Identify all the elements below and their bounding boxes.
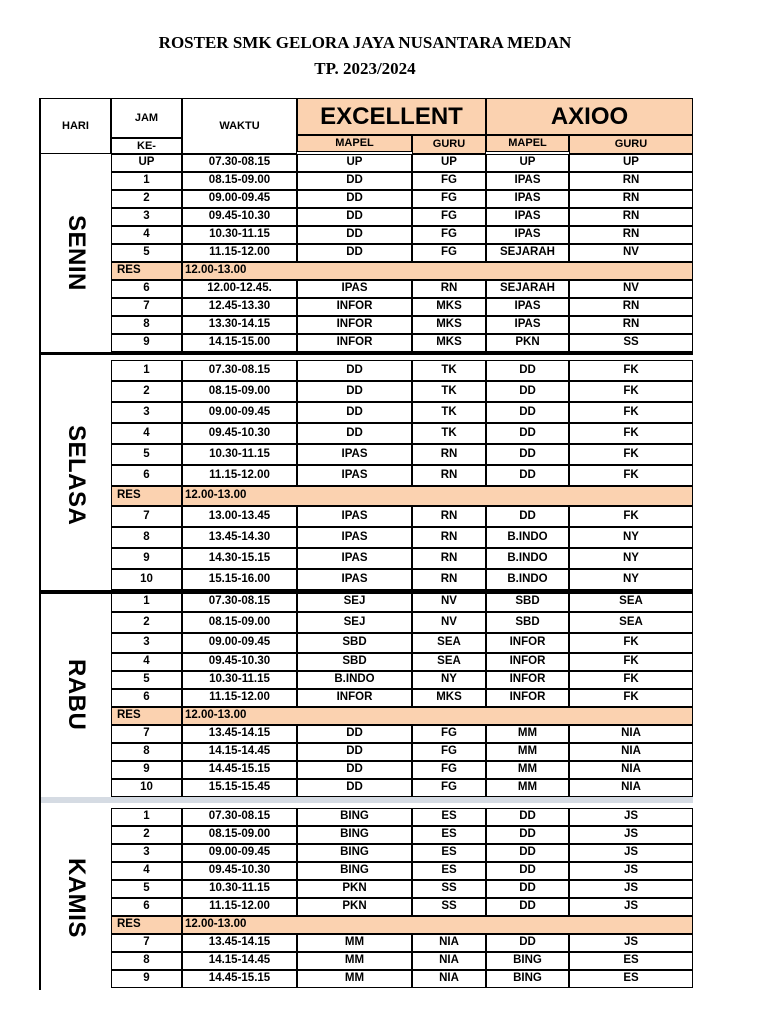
guru-excellent-cell: RN <box>412 569 486 590</box>
waktu-cell: 13.45-14.15 <box>182 934 297 952</box>
guru-excellent-cell: FG <box>412 743 486 761</box>
mapel-axioo-cell: DD <box>486 360 569 381</box>
header-mapel-axioo: MAPEL <box>486 135 569 152</box>
mapel-excellent-cell: MM <box>297 952 412 970</box>
waktu-cell: 10.30-11.15 <box>182 444 297 465</box>
guru-axioo-cell: JS <box>569 880 693 898</box>
jam-ke-cell: 5 <box>111 444 182 465</box>
break-label: RES <box>111 916 182 934</box>
mapel-axioo-cell: MM <box>486 743 569 761</box>
jam-ke-cell: 6 <box>111 465 182 486</box>
jam-ke-cell: 6 <box>111 280 182 298</box>
mapel-excellent-cell: PKN <box>297 880 412 898</box>
mapel-axioo-cell: DD <box>486 402 569 423</box>
jam-ke-cell: 1 <box>111 360 182 381</box>
mapel-excellent-cell: IPAS <box>297 444 412 465</box>
guru-excellent-cell: RN <box>412 506 486 527</box>
waktu-cell: 07.30-08.15 <box>182 154 297 172</box>
waktu-cell: 12.00-12.45. <box>182 280 297 298</box>
mapel-axioo-cell: MM <box>486 761 569 779</box>
waktu-cell: 14.45-15.15 <box>182 970 297 988</box>
header-waktu: WAKTU <box>182 98 297 154</box>
mapel-excellent-cell: INFOR <box>297 689 412 707</box>
mapel-excellent-cell: BING <box>297 826 412 844</box>
guru-excellent-cell: FG <box>412 779 486 797</box>
guru-axioo-cell: NV <box>569 280 693 298</box>
waktu-cell: 12.45-13.30 <box>182 298 297 316</box>
waktu-cell: 10.30-11.15 <box>182 880 297 898</box>
guru-excellent-cell: FG <box>412 226 486 244</box>
mapel-axioo-cell: DD <box>486 826 569 844</box>
mapel-excellent-cell: DD <box>297 172 412 190</box>
guru-axioo-cell: NIA <box>569 779 693 797</box>
guru-excellent-cell: TK <box>412 360 486 381</box>
mapel-axioo-cell: SEJARAH <box>486 244 569 262</box>
jam-ke-cell: 7 <box>111 934 182 952</box>
mapel-excellent-cell: DD <box>297 423 412 444</box>
header-guru-axioo: GURU <box>569 135 693 154</box>
document-subtitle: TP. 2023/2024 <box>314 59 416 78</box>
waktu-cell: 09.45-10.30 <box>182 862 297 880</box>
mapel-axioo-cell: INFOR <box>486 689 569 707</box>
mapel-axioo-cell: B.INDO <box>486 548 569 569</box>
mapel-axioo-cell: DD <box>486 880 569 898</box>
jam-ke-cell: 9 <box>111 970 182 988</box>
guru-axioo-cell: FK <box>569 381 693 402</box>
mapel-axioo-cell: INFOR <box>486 671 569 689</box>
guru-excellent-cell: RN <box>412 444 486 465</box>
guru-axioo-cell: JS <box>569 862 693 880</box>
guru-excellent-cell: MKS <box>412 689 486 707</box>
waktu-cell: 15.15-16.00 <box>182 569 297 590</box>
break-label: RES <box>111 486 182 506</box>
guru-excellent-cell: MKS <box>412 334 486 352</box>
mapel-excellent-cell: SEJ <box>297 592 412 612</box>
mapel-axioo-cell: IPAS <box>486 172 569 190</box>
guru-excellent-cell: FG <box>412 244 486 262</box>
waktu-cell: 09.00-09.45 <box>182 402 297 423</box>
waktu-cell: 09.45-10.30 <box>182 208 297 226</box>
mapel-axioo-cell: IPAS <box>486 190 569 208</box>
mapel-axioo-cell: PKN <box>486 334 569 352</box>
mapel-axioo-cell: DD <box>486 934 569 952</box>
jam-ke-cell: 2 <box>111 612 182 633</box>
guru-axioo-cell: SEA <box>569 612 693 633</box>
jam-ke-cell: 8 <box>111 743 182 761</box>
guru-excellent-cell: ES <box>412 826 486 844</box>
jam-ke-cell: 10 <box>111 569 182 590</box>
header-guru-excellent: GURU <box>412 135 486 154</box>
waktu-cell: 08.15-09.00 <box>182 381 297 402</box>
mapel-excellent-cell: BING <box>297 844 412 862</box>
mapel-axioo-cell: DD <box>486 381 569 402</box>
mapel-excellent-cell: DD <box>297 761 412 779</box>
day-name-rabu: RABU <box>40 592 111 797</box>
guru-axioo-cell: SS <box>569 334 693 352</box>
waktu-cell: 14.15-15.00 <box>182 334 297 352</box>
guru-axioo-cell: RN <box>569 316 693 334</box>
jam-ke-cell: 8 <box>111 527 182 548</box>
jam-ke-cell: 8 <box>111 952 182 970</box>
waktu-cell: 11.15-12.00 <box>182 465 297 486</box>
guru-excellent-cell: ES <box>412 808 486 826</box>
guru-excellent-cell: ES <box>412 862 486 880</box>
guru-excellent-cell: TK <box>412 423 486 444</box>
waktu-cell: 07.30-08.15 <box>182 592 297 612</box>
jam-ke-cell: UP <box>111 154 182 172</box>
mapel-axioo-cell: INFOR <box>486 653 569 671</box>
guru-axioo-cell: NY <box>569 548 693 569</box>
waktu-cell: 14.45-15.15 <box>182 761 297 779</box>
mapel-excellent-cell: IPAS <box>297 280 412 298</box>
waktu-cell: 08.15-09.00 <box>182 826 297 844</box>
guru-excellent-cell: TK <box>412 402 486 423</box>
guru-axioo-cell: NV <box>569 244 693 262</box>
waktu-cell: 07.30-08.15 <box>182 360 297 381</box>
waktu-cell: 09.00-09.45 <box>182 633 297 653</box>
waktu-cell: 10.30-11.15 <box>182 671 297 689</box>
jam-ke-cell: 4 <box>111 862 182 880</box>
guru-excellent-cell: NIA <box>412 952 486 970</box>
guru-excellent-cell: MKS <box>412 298 486 316</box>
mapel-excellent-cell: BING <box>297 808 412 826</box>
day-name-kamis: KAMIS <box>40 808 111 988</box>
jam-ke-cell: 3 <box>111 844 182 862</box>
waktu-cell: 07.30-08.15 <box>182 808 297 826</box>
guru-excellent-cell: NIA <box>412 934 486 952</box>
mapel-axioo-cell: DD <box>486 844 569 862</box>
jam-ke-cell: 3 <box>111 402 182 423</box>
guru-axioo-cell: FK <box>569 423 693 444</box>
guru-excellent-cell: NV <box>412 612 486 633</box>
jam-ke-cell: 5 <box>111 671 182 689</box>
roster-table <box>40 98 693 990</box>
guru-axioo-cell: NIA <box>569 725 693 743</box>
day-separator <box>40 797 693 803</box>
guru-excellent-cell: FG <box>412 172 486 190</box>
guru-excellent-cell: FG <box>412 190 486 208</box>
jam-ke-cell: 4 <box>111 423 182 444</box>
jam-ke-cell: 5 <box>111 244 182 262</box>
guru-axioo-cell: FK <box>569 444 693 465</box>
waktu-cell: 14.30-15.15 <box>182 548 297 569</box>
mapel-axioo-cell: DD <box>486 444 569 465</box>
header-hari: HARI <box>40 98 111 154</box>
waktu-cell: 14.15-14.45 <box>182 743 297 761</box>
jam-ke-cell: 3 <box>111 633 182 653</box>
jam-ke-cell: 5 <box>111 880 182 898</box>
jam-ke-cell: 7 <box>111 298 182 316</box>
break-label: RES <box>111 262 182 280</box>
guru-excellent-cell: MKS <box>412 316 486 334</box>
waktu-cell: 08.15-09.00 <box>182 172 297 190</box>
guru-axioo-cell: ES <box>569 970 693 988</box>
mapel-excellent-cell: DD <box>297 360 412 381</box>
guru-axioo-cell: FK <box>569 671 693 689</box>
guru-axioo-cell: FK <box>569 633 693 653</box>
guru-excellent-cell: SS <box>412 880 486 898</box>
jam-ke-cell: 1 <box>111 172 182 190</box>
jam-ke-cell: 1 <box>111 808 182 826</box>
mapel-excellent-cell: IPAS <box>297 548 412 569</box>
mapel-axioo-cell: MM <box>486 725 569 743</box>
mapel-excellent-cell: UP <box>297 154 412 172</box>
mapel-excellent-cell: DD <box>297 743 412 761</box>
guru-axioo-cell: JS <box>569 808 693 826</box>
mapel-excellent-cell: DD <box>297 208 412 226</box>
guru-axioo-cell: NY <box>569 527 693 548</box>
mapel-excellent-cell: IPAS <box>297 465 412 486</box>
mapel-axioo-cell: DD <box>486 808 569 826</box>
mapel-excellent-cell: DD <box>297 226 412 244</box>
waktu-cell: 11.15-12.00 <box>182 689 297 707</box>
waktu-cell: 11.15-12.00 <box>182 244 297 262</box>
waktu-cell: 11.15-12.00 <box>182 898 297 916</box>
day-separator <box>40 352 693 355</box>
mapel-axioo-cell: IPAS <box>486 208 569 226</box>
guru-excellent-cell: ES <box>412 844 486 862</box>
mapel-axioo-cell: SBD <box>486 612 569 633</box>
guru-excellent-cell: NIA <box>412 970 486 988</box>
mapel-axioo-cell: MM <box>486 779 569 797</box>
guru-axioo-cell: RN <box>569 298 693 316</box>
waktu-cell: 13.30-14.15 <box>182 316 297 334</box>
mapel-excellent-cell: SEJ <box>297 612 412 633</box>
mapel-axioo-cell: DD <box>486 506 569 527</box>
guru-axioo-cell: NY <box>569 569 693 590</box>
mapel-axioo-cell: BING <box>486 952 569 970</box>
mapel-excellent-cell: DD <box>297 779 412 797</box>
header-class-axioo: AXIOO <box>486 98 693 135</box>
waktu-cell: 13.00-13.45 <box>182 506 297 527</box>
guru-axioo-cell: JS <box>569 934 693 952</box>
mapel-axioo-cell: DD <box>486 465 569 486</box>
guru-axioo-cell: FK <box>569 402 693 423</box>
mapel-excellent-cell: INFOR <box>297 334 412 352</box>
waktu-cell: 09.45-10.30 <box>182 653 297 671</box>
mapel-axioo-cell: SEJARAH <box>486 280 569 298</box>
mapel-axioo-cell: IPAS <box>486 226 569 244</box>
jam-ke-cell: 9 <box>111 548 182 569</box>
guru-excellent-cell: RN <box>412 280 486 298</box>
jam-ke-cell: 2 <box>111 190 182 208</box>
guru-excellent-cell: SEA <box>412 633 486 653</box>
waktu-cell: 14.15-14.45 <box>182 952 297 970</box>
jam-ke-cell: 9 <box>111 761 182 779</box>
break-time: 12.00-13.00 <box>182 262 693 280</box>
mapel-excellent-cell: DD <box>297 381 412 402</box>
waktu-cell: 09.00-09.45 <box>182 190 297 208</box>
mapel-axioo-cell: DD <box>486 862 569 880</box>
guru-axioo-cell: FK <box>569 465 693 486</box>
guru-axioo-cell: NIA <box>569 743 693 761</box>
header-jam-ke: KE- <box>111 138 182 154</box>
mapel-excellent-cell: SBD <box>297 633 412 653</box>
guru-axioo-cell: SEA <box>569 592 693 612</box>
break-time: 12.00-13.00 <box>182 486 693 506</box>
guru-axioo-cell: UP <box>569 154 693 172</box>
guru-axioo-cell: JS <box>569 898 693 916</box>
guru-excellent-cell: UP <box>412 154 486 172</box>
guru-excellent-cell: FG <box>412 208 486 226</box>
jam-ke-cell: 9 <box>111 334 182 352</box>
mapel-excellent-cell: INFOR <box>297 298 412 316</box>
guru-excellent-cell: NV <box>412 592 486 612</box>
mapel-axioo-cell: BING <box>486 970 569 988</box>
guru-excellent-cell: SEA <box>412 653 486 671</box>
mapel-excellent-cell: SBD <box>297 653 412 671</box>
jam-ke-cell: 6 <box>111 898 182 916</box>
mapel-axioo-cell: UP <box>486 154 569 172</box>
guru-axioo-cell: JS <box>569 826 693 844</box>
mapel-axioo-cell: IPAS <box>486 298 569 316</box>
guru-excellent-cell: RN <box>412 548 486 569</box>
waktu-cell: 09.00-09.45 <box>182 844 297 862</box>
jam-ke-cell: 1 <box>111 592 182 612</box>
day-name-senin: SENIN <box>40 154 111 352</box>
mapel-axioo-cell: INFOR <box>486 633 569 653</box>
jam-ke-cell: 8 <box>111 316 182 334</box>
guru-axioo-cell: FK <box>569 689 693 707</box>
jam-ke-cell: 7 <box>111 725 182 743</box>
guru-axioo-cell: RN <box>569 172 693 190</box>
mapel-axioo-cell: B.INDO <box>486 569 569 590</box>
guru-excellent-cell: RN <box>412 527 486 548</box>
document-title: ROSTER SMK GELORA JAYA NUSANTARA MEDAN <box>158 33 572 52</box>
guru-axioo-cell: FK <box>569 653 693 671</box>
jam-ke-cell: 2 <box>111 826 182 844</box>
guru-axioo-cell: JS <box>569 844 693 862</box>
jam-ke-cell: 2 <box>111 381 182 402</box>
break-time: 12.00-13.00 <box>182 916 693 934</box>
jam-ke-cell: 6 <box>111 689 182 707</box>
break-time: 12.00-13.00 <box>182 707 693 725</box>
guru-excellent-cell: RN <box>412 465 486 486</box>
jam-ke-cell: 3 <box>111 208 182 226</box>
guru-axioo-cell: FK <box>569 506 693 527</box>
mapel-excellent-cell: DD <box>297 244 412 262</box>
guru-axioo-cell: ES <box>569 952 693 970</box>
header-class-excellent: EXCELLENT <box>297 98 486 135</box>
waktu-cell: 09.45-10.30 <box>182 423 297 444</box>
guru-excellent-cell: FG <box>412 761 486 779</box>
guru-excellent-cell: TK <box>412 381 486 402</box>
table-left-border <box>39 98 41 990</box>
waktu-cell: 13.45-14.30 <box>182 527 297 548</box>
jam-ke-cell: 10 <box>111 779 182 797</box>
guru-excellent-cell: SS <box>412 898 486 916</box>
jam-ke-cell: 4 <box>111 226 182 244</box>
day-name-selasa: SELASA <box>40 360 111 590</box>
mapel-axioo-cell: DD <box>486 898 569 916</box>
waktu-cell: 10.30-11.15 <box>182 226 297 244</box>
mapel-axioo-cell: SBD <box>486 592 569 612</box>
mapel-excellent-cell: INFOR <box>297 316 412 334</box>
mapel-excellent-cell: IPAS <box>297 569 412 590</box>
guru-axioo-cell: RN <box>569 190 693 208</box>
jam-ke-cell: 4 <box>111 653 182 671</box>
guru-axioo-cell: FK <box>569 360 693 381</box>
mapel-excellent-cell: DD <box>297 190 412 208</box>
header-jam: JAM <box>111 98 182 138</box>
mapel-excellent-cell: DD <box>297 402 412 423</box>
jam-ke-cell: 7 <box>111 506 182 527</box>
mapel-excellent-cell: MM <box>297 970 412 988</box>
mapel-axioo-cell: B.INDO <box>486 527 569 548</box>
waktu-cell: 15.15-15.45 <box>182 779 297 797</box>
break-label: RES <box>111 707 182 725</box>
mapel-excellent-cell: MM <box>297 934 412 952</box>
header-mapel-excellent: MAPEL <box>297 135 412 152</box>
guru-excellent-cell: FG <box>412 725 486 743</box>
mapel-axioo-cell: DD <box>486 423 569 444</box>
mapel-excellent-cell: IPAS <box>297 506 412 527</box>
mapel-excellent-cell: DD <box>297 725 412 743</box>
guru-axioo-cell: NIA <box>569 761 693 779</box>
mapel-axioo-cell: IPAS <box>486 316 569 334</box>
mapel-excellent-cell: B.INDO <box>297 671 412 689</box>
waktu-cell: 13.45-14.15 <box>182 725 297 743</box>
mapel-excellent-cell: BING <box>297 862 412 880</box>
guru-axioo-cell: RN <box>569 226 693 244</box>
guru-axioo-cell: RN <box>569 208 693 226</box>
mapel-excellent-cell: PKN <box>297 898 412 916</box>
waktu-cell: 08.15-09.00 <box>182 612 297 633</box>
guru-excellent-cell: NY <box>412 671 486 689</box>
mapel-excellent-cell: IPAS <box>297 527 412 548</box>
